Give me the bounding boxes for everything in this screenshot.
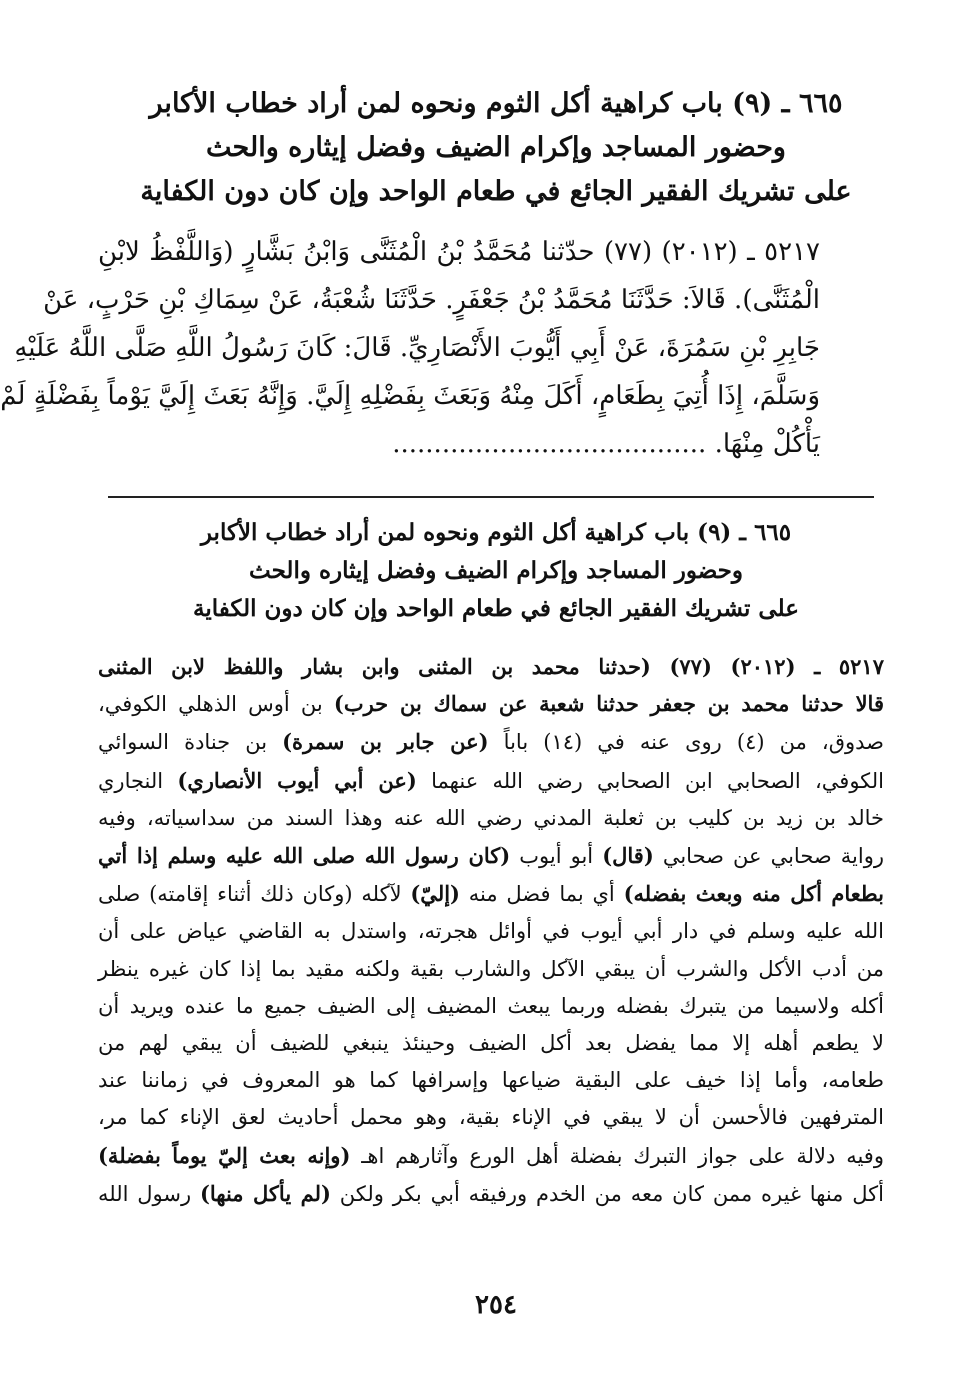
commentary-text: رواية صحابي عن صحابي xyxy=(653,844,884,869)
hadith-text xyxy=(0,228,821,468)
commentary-line xyxy=(98,837,884,875)
commentary-text: بن أوس الذهلي الكوفي، xyxy=(98,692,334,717)
heading-line: ٦٦٥ ـ (٩) باب كراهية أكل الثوم ونحوه لمن أراد خطاب الأكابر xyxy=(200,519,792,546)
section-divider xyxy=(108,496,874,498)
heading-line: على تشريك الفقير الجائع في طعام الواحد وإن كان دون الكفاية xyxy=(140,176,852,207)
ellipsis-dots: ...................................... xyxy=(392,429,707,459)
commentary-line: الله عليه وسلم في دار أبي أيوب في أوائل هجرته، واستدل به القاضي عياض على أن xyxy=(98,919,884,944)
commentary-text: وفيه دلالة على جواز التبرك بفضلة أهل الورع وآثارهم اهـ xyxy=(350,1143,884,1168)
commentary-text: لآكله (وكان ذلك أثناء إقامته) صلى xyxy=(98,882,411,907)
heading-line: وحضور المساجد وإكرام الضيف وفضل إيثاره والحث xyxy=(206,132,786,163)
commentary-text: أبو أيوب xyxy=(510,844,603,869)
commentary-text: أي بما فضل منه xyxy=(459,882,624,907)
commentary-line xyxy=(98,1137,884,1175)
heading-line: وحضور المساجد وإكرام الضيف وفضل إيثاره والحث xyxy=(249,557,743,584)
hadith-line: وَسَلَّمَ، إِذَا أُتِيَ بِطَعَامٍ، أَكَلَ مِنْهُ وَبَعَثَ بِفَضْلِهِ إِلَيَّ. وَإِنَّهُ بَعَثَ إِلَيَّ يَوْماً بِفَضْلَةٍ لَمْ xyxy=(0,381,820,411)
hadith-line: الْمُثَنَّى). قَالاَ: حَدَّثَنَا مُحَمَّدُ بْنُ جَعْفَرٍ. حَدَّثَنَا شُعْبَةُ، عَنْ سِمَاكِ بْنِ حَرْبٍ، عَنْ xyxy=(43,285,820,315)
commentary-line: من أدب الأكل والشرب أن يبقي الآكل والشارب بقية ولكنه مقيد بما إذا كان غيره ينظر xyxy=(98,956,884,981)
bold-quote: (إليّ) xyxy=(410,881,460,907)
commentary-line: أكله ولاسيما من يتبرك بفضله وربما يبعث المضيف إلى الضيف جميع ما عنده ويريد أن xyxy=(98,993,884,1018)
bold-quote: (وإنه بعث إليّ يوماً بفضلة) xyxy=(98,1142,351,1168)
bold-quote: (لم يأكل منها) xyxy=(199,1180,331,1206)
commentary-line: طعامه، وأما إذا خيف على البقية ضياعها وإسرافها كما هو المعروف في زماننا عند xyxy=(98,1068,884,1093)
hadith-line xyxy=(98,420,820,468)
commentary-line xyxy=(98,762,884,800)
commentary-line xyxy=(98,723,884,761)
hadith-end-text: يَأْكُلْ مِنْهَا. xyxy=(714,429,820,459)
commentary-text: النجاري xyxy=(98,768,178,793)
bold-quote: (عن أبي أيوب الأنصاري) xyxy=(177,767,417,793)
bold-quote: (كان رسول الله صلى الله عليه وسلم إذا أتي xyxy=(98,843,511,869)
commentary-line xyxy=(98,685,884,723)
heading-line: ٦٦٥ ـ (٩) باب كراهية أكل الثوم ونحوه لمن أراد خطاب الأكابر xyxy=(149,88,843,119)
bold-quote: (عن جابر بن سمرة) xyxy=(282,729,489,755)
commentary-line: لا يطعم أهله إلا مما يفضل بعد أكل الضيف وحينئذ ينبغي للضيف أن يبقي لهم من xyxy=(98,1031,884,1056)
commentary-line xyxy=(98,875,884,913)
bold-quote: بطعام أكل منه وبعث بفضله) xyxy=(623,881,884,907)
commentary xyxy=(98,648,884,1213)
commentary-text: رسول الله xyxy=(98,1181,200,1206)
commentary-line: ٥٢١٧ ـ (٢٠١٢) (٧٧) (حدثنا محمد بن المثنى وابن بشار واللفظ لابن المثنى xyxy=(98,654,884,679)
commentary-text: الكوفي، الصحابي ابن الصحابي رضي الله عنهما xyxy=(416,768,884,793)
commentary-text: أكل منها غيره ممن كان معه من الخدم ورفيقه أبي بكر ولكن xyxy=(330,1181,884,1206)
hadith-line: جَابِرِ بْنِ سَمُرَةَ، عَنْ أَبِي أَيُّوبَ الأَنْصَارِيِّ. قَالَ: كَانَ رَسُولُ اللَّهِ صَلَّى اللَّهُ عَلَيْهِ xyxy=(14,333,820,363)
heading-line: على تشريك الفقير الجائع في طعام الواحد وإن كان دون الكفاية xyxy=(193,595,799,622)
commentary-line: المترفهين فالأحسن أن لا يبقي في الإناء بقية، وهو محمل أحاديث لعق الإناء كما مر، xyxy=(98,1105,884,1130)
chapter-heading-top xyxy=(110,82,882,214)
chapter-heading-bottom xyxy=(110,514,882,628)
bold-quote: (قال) xyxy=(602,843,654,869)
hadith-line: ٥٢١٧ ـ (٢٠١٢) (٧٧) حدّثنا مُحَمَّدُ بْنُ الْمُثَنَّى وَابْنُ بَشَّارٍ (وَاللَّفْظُ لابْنِ xyxy=(98,237,821,267)
commentary-line xyxy=(98,1175,884,1213)
commentary-text: صدوق، من (٤) روى عنه في (١٤) باباً xyxy=(488,730,884,755)
bold-quote: قالا حدثنا محمد بن جعفر حدثنا شعبة عن سماك بن حرب) xyxy=(333,691,884,717)
commentary-line: خالد بن زيد بن كليب بن ثعلبة المدني رضي الله عنه وهذا السند من سداسياته، وفيه xyxy=(98,805,884,830)
page-number: ٢٥٤ xyxy=(475,1290,517,1320)
commentary-text: بن جنادة السوائي xyxy=(98,730,283,755)
